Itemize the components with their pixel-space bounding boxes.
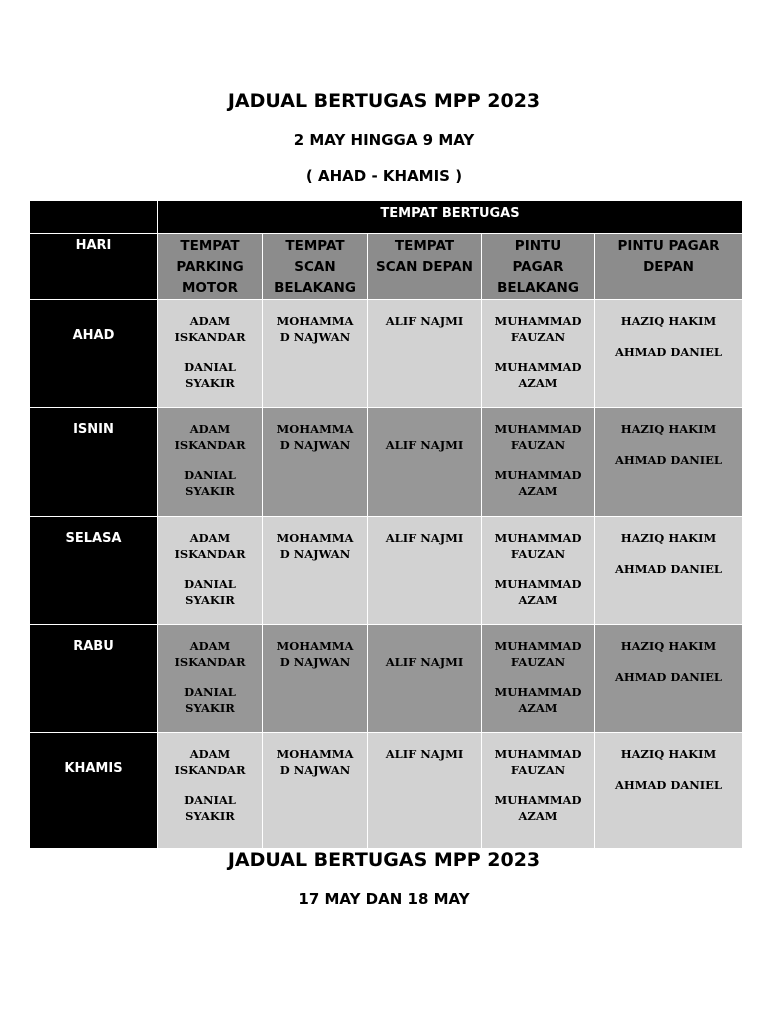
name-line: MOHAMMA — [276, 422, 354, 436]
name-line: DANIAL — [184, 793, 236, 807]
pintu-pagar-belakang-cell — [482, 300, 595, 408]
footer-title: JADUAL BERTUGAS MPP 2023 — [227, 849, 541, 871]
name-line: D NAJWAN — [279, 437, 351, 452]
column-header-line: DEPAN — [643, 259, 694, 275]
scan-belakang-cell — [263, 517, 368, 625]
name-line: SYAKIR — [185, 808, 235, 823]
pintu-pagar-depan-cell — [595, 625, 743, 733]
name-line: ALIF NAJMI — [385, 314, 464, 328]
name-line: D NAJWAN — [279, 546, 351, 561]
table-row — [30, 408, 743, 517]
name-line: ALIF NAJMI — [385, 531, 464, 545]
name-line: D NAJWAN — [279, 762, 351, 777]
name-line: HAZIQ HAKIM — [620, 747, 717, 761]
pintu-pagar-depan-cell — [595, 408, 743, 517]
name-line: MUHAMMAD — [494, 747, 582, 761]
table-row — [30, 300, 743, 408]
group-header: TEMPAT BERTUGAS — [158, 201, 743, 234]
name-line: MUHAMMAD — [494, 468, 582, 482]
column-header-line: TEMPAT — [285, 238, 345, 254]
table-row — [30, 625, 743, 733]
name-line: MOHAMMA — [276, 639, 354, 653]
pintu-pagar-belakang-cell — [482, 517, 595, 625]
duty-roster-table — [29, 200, 743, 849]
column-header-line: PINTU PAGAR — [617, 238, 720, 254]
name-line: HAZIQ HAKIM — [620, 531, 717, 545]
name-line: DANIAL — [184, 685, 236, 699]
name-line: ADAM — [189, 531, 231, 545]
column-header-line: PINTU — [514, 238, 562, 254]
table-row — [30, 517, 743, 625]
name-line: AZAM — [518, 700, 558, 715]
name-line: AHMAD DANIEL — [614, 344, 723, 359]
name-line: FAUZAN — [510, 437, 566, 452]
column-header-line: MOTOR — [182, 280, 238, 296]
name-line: ALIF NAJMI — [385, 655, 464, 669]
name-line: ISKANDAR — [174, 654, 246, 669]
name-line: MUHAMMAD — [494, 793, 582, 807]
column-header-line: BELAKANG — [274, 280, 356, 296]
day-column-header: HARI — [30, 234, 158, 300]
table-column-header-row — [30, 234, 743, 300]
day-cell: RABU — [30, 625, 158, 733]
col-header-pintu-pagar-belakang — [482, 234, 595, 300]
name-line: MUHAMMAD — [494, 639, 582, 653]
name-line: AZAM — [518, 808, 558, 823]
name-line: DANIAL — [184, 468, 236, 482]
column-header-line: SCAN DEPAN — [376, 259, 473, 275]
pintu-pagar-belakang-cell — [482, 625, 595, 733]
name-line: ALIF NAJMI — [385, 438, 464, 452]
scan-depan-cell — [368, 733, 482, 849]
parking-motor-cell — [158, 300, 263, 408]
name-line: AZAM — [518, 375, 558, 390]
name-line: MUHAMMAD — [494, 422, 582, 436]
column-header-line: TEMPAT — [180, 238, 240, 254]
day-cell: SELASA — [30, 517, 158, 625]
scan-belakang-cell — [263, 733, 368, 849]
name-line: DANIAL — [184, 360, 236, 374]
name-line: MOHAMMA — [276, 314, 354, 328]
name-line: HAZIQ HAKIM — [620, 314, 717, 328]
day-cell: ISNIN — [30, 408, 158, 517]
name-line: SYAKIR — [185, 375, 235, 390]
name-line: AHMAD DANIEL — [614, 669, 723, 684]
name-line: DANIAL — [184, 577, 236, 591]
column-header-line: PARKING — [176, 259, 244, 275]
name-line: HAZIQ HAKIM — [620, 639, 717, 653]
name-line: HAZIQ HAKIM — [620, 422, 717, 436]
name-line: MUHAMMAD — [494, 685, 582, 699]
name-line: SYAKIR — [185, 483, 235, 498]
name-line: ISKANDAR — [174, 546, 246, 561]
name-line: ADAM — [189, 747, 231, 761]
name-line: AHMAD DANIEL — [614, 561, 723, 576]
name-line: AZAM — [518, 483, 558, 498]
scan-depan-cell — [368, 517, 482, 625]
name-line: AHMAD DANIEL — [614, 452, 723, 467]
parking-motor-cell — [158, 625, 263, 733]
name-line: SYAKIR — [185, 592, 235, 607]
name-line: AZAM — [518, 592, 558, 607]
column-header-line: TEMPAT — [394, 238, 455, 254]
pintu-pagar-depan-cell — [595, 733, 743, 849]
name-line: ISKANDAR — [174, 329, 246, 344]
table-row — [30, 733, 743, 849]
col-header-scan-depan — [368, 234, 482, 300]
name-line: MOHAMMA — [276, 531, 354, 545]
page-title: JADUAL BERTUGAS MPP 2023 — [227, 90, 541, 112]
name-line: FAUZAN — [510, 329, 566, 344]
scan-depan-cell — [368, 625, 482, 733]
name-line: MUHAMMAD — [494, 577, 582, 591]
name-line: D NAJWAN — [279, 329, 351, 344]
table-group-header-row — [30, 201, 743, 234]
scan-depan-cell — [368, 408, 482, 517]
name-line: ISKANDAR — [174, 437, 246, 452]
parking-motor-cell — [158, 517, 263, 625]
name-line: ADAM — [189, 639, 231, 653]
name-line: ALIF NAJMI — [385, 747, 464, 761]
col-header-scan-belakang — [263, 234, 368, 300]
name-line: ADAM — [189, 422, 231, 436]
day-cell: KHAMIS — [30, 733, 158, 849]
name-line: ISKANDAR — [174, 762, 246, 777]
parking-motor-cell — [158, 408, 263, 517]
name-line: MUHAMMAD — [494, 360, 582, 374]
pintu-pagar-belakang-cell — [482, 408, 595, 517]
scan-belakang-cell — [263, 300, 368, 408]
date-range: 2 MAY HINGGA 9 MAY — [293, 131, 475, 149]
corner-cell — [30, 201, 158, 234]
column-header-line: BELAKANG — [497, 280, 579, 296]
name-line: D NAJWAN — [279, 654, 351, 669]
name-line: MUHAMMAD — [494, 531, 582, 545]
column-header-line: PAGAR — [512, 259, 564, 275]
name-line: SYAKIR — [185, 700, 235, 715]
pintu-pagar-depan-cell — [595, 517, 743, 625]
parking-motor-cell — [158, 733, 263, 849]
scan-depan-cell — [368, 300, 482, 408]
name-line: MUHAMMAD — [494, 314, 582, 328]
name-line: MOHAMMA — [276, 747, 354, 761]
name-line: FAUZAN — [510, 762, 566, 777]
scan-belakang-cell — [263, 625, 368, 733]
pintu-pagar-depan-cell — [595, 300, 743, 408]
pintu-pagar-belakang-cell — [482, 733, 595, 849]
col-header-pintu-pagar-depan — [595, 234, 743, 300]
scan-belakang-cell — [263, 408, 368, 517]
name-line: FAUZAN — [510, 546, 566, 561]
name-line: FAUZAN — [510, 654, 566, 669]
name-line: AHMAD DANIEL — [614, 777, 723, 792]
footer-date-range: 17 MAY DAN 18 MAY — [298, 890, 470, 908]
col-header-parking-motor — [158, 234, 263, 300]
day-cell: AHAD — [30, 300, 158, 408]
column-header-line: SCAN — [294, 259, 336, 275]
days-range: ( AHAD - KHAMIS ) — [305, 167, 463, 185]
name-line: ADAM — [189, 314, 231, 328]
